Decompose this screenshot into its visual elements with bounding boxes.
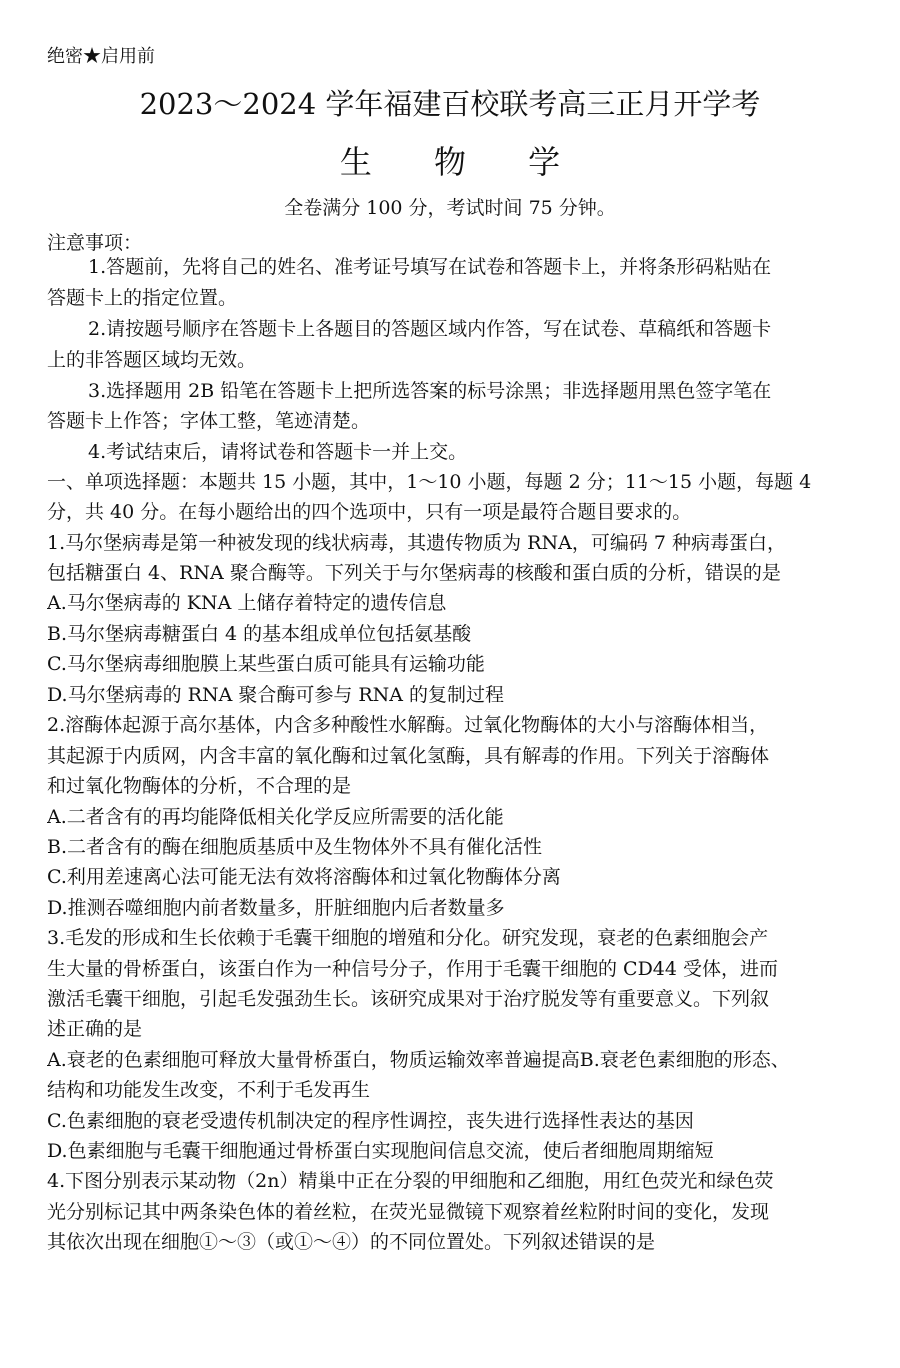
- question-stem: 包括糖蛋白 4、RNA 聚合酶等。下列关于与尔堡病毒的核酸和蛋白质的分析，错误的是: [47, 562, 781, 584]
- option-c: C.马尔堡病毒细胞膜上某些蛋白质可能具有运输功能: [47, 653, 485, 675]
- option-b: B.二者含有的酶在细胞质基质中及生物体外不具有催化活性: [47, 836, 543, 858]
- option-b: 结构和功能发生改变，不利于毛发再生: [47, 1079, 371, 1101]
- note-line: 2.请按题号顺序在答题卡上各题目的答题区域内作答，写在试卷、草稿纸和答题卡: [88, 318, 772, 340]
- option-d: D.色素细胞与毛囊干细胞通过骨桥蛋白实现胞间信息交流，使后者细胞周期缩短: [47, 1140, 714, 1162]
- option-a: A.二者含有的再均能降低相关化学反应所需要的活化能: [47, 806, 504, 828]
- exam-title: 2023～2024 学年福建百校联考高三正月开学考: [139, 87, 761, 121]
- question-stem: 2.溶酶体起源于高尔基体，内含多种酸性水解酶。过氧化物酶体的大小与溶酶体相当，: [47, 714, 769, 736]
- note-line: 1.答题前，先将自己的姓名、准考证号填写在试卷和答题卡上，并将条形码粘贴在: [88, 256, 772, 278]
- question-stem: 3.毛发的形成和生长依赖于毛囊干细胞的增殖和分化。研究发现，衰老的色素细胞会产: [47, 927, 769, 949]
- notes-heading: 注意事项：: [47, 232, 143, 254]
- note-line: 上的非答题区域均无效。: [47, 349, 257, 371]
- option-d: D.马尔堡病毒的 RNA 聚合酶可参与 RNA 的复制过程: [47, 684, 505, 706]
- secret-label: 绝密★启用前: [47, 46, 155, 67]
- note-line: 答题卡上的指定位置。: [47, 287, 238, 309]
- subject-title: 生 物 学: [339, 143, 587, 181]
- note-line: 答题卡上作答；字体工整，笔迹清楚。: [47, 410, 371, 432]
- option-c: C.色素细胞的衰老受遗传机制决定的程序性调控，丧失进行选择性表达的基因: [47, 1110, 694, 1132]
- note-line: 4.考试结束后，请将试卷和答题卡一并上交。: [88, 441, 468, 463]
- section-heading: 一、单项选择题：本题共 15 小题，其中，1～10 小题，每题 2 分；11～15 小题，每题 4: [47, 471, 812, 493]
- question-stem: 光分别标记其中两条染色体的着丝粒，在荧光显微镜下观察着丝粒附时间的变化，发现: [47, 1201, 770, 1223]
- option-a-b: A.衰老的色素细胞可释放大量骨桥蛋白，物质运输效率普遍提高B.衰老色素细胞的形态、: [47, 1049, 790, 1071]
- section-heading: 分，共 40 分。在每小题给出的四个选项中，只有一项是最符合题目要求的。: [47, 501, 692, 523]
- option-b: B.马尔堡病毒糖蛋白 4 的基本组成单位包括氨基酸: [47, 623, 472, 645]
- note-line: 3.选择题用 2B 铅笔在答题卡上把所选答案的标号涂黑；非选择题用黑色签字笔在: [88, 380, 772, 402]
- option-c: C.利用差速离心法可能无法有效将溶酶体和过氧化物酶体分离: [47, 866, 561, 888]
- question-stem: 其依次出现在细胞①～③（或①～④）的不同位置处。下列叙述错误的是: [47, 1231, 656, 1253]
- question-stem: 述正确的是: [47, 1018, 143, 1040]
- option-a: A.马尔堡病毒的 KNA 上储存着特定的遗传信息: [47, 592, 447, 614]
- question-stem: 激活毛囊干细胞，引起毛发强劲生长。该研究成果对于治疗脱发等有重要意义。下列叙: [47, 988, 770, 1010]
- question-stem: 1.马尔堡病毒是第一种被发现的线状病毒，其遗传物质为 RNA，可编码 7 种病毒蛋白，: [47, 532, 786, 554]
- option-d: D.推测吞噬细胞内前者数量多，肝脏细胞内后者数量多: [47, 897, 505, 919]
- exam-info: 全卷满分 100 分，考试时间 75 分钟。: [284, 197, 616, 219]
- question-stem: 生大量的骨桥蛋白，该蛋白作为一种信号分子，作用于毛囊干细胞的 CD44 受体，进而: [47, 958, 779, 980]
- question-stem: 4.下图分别表示某动物（2n）精巢中正在分裂的甲细胞和乙细胞，用红色荧光和绿色荧: [47, 1170, 774, 1192]
- question-stem: 和过氧化物酶体的分析，不合理的是: [47, 775, 352, 797]
- question-stem: 其起源于内质网，内含丰富的氧化酶和过氧化氢酶，具有解毒的作用。下列关于溶酶体: [47, 745, 770, 767]
